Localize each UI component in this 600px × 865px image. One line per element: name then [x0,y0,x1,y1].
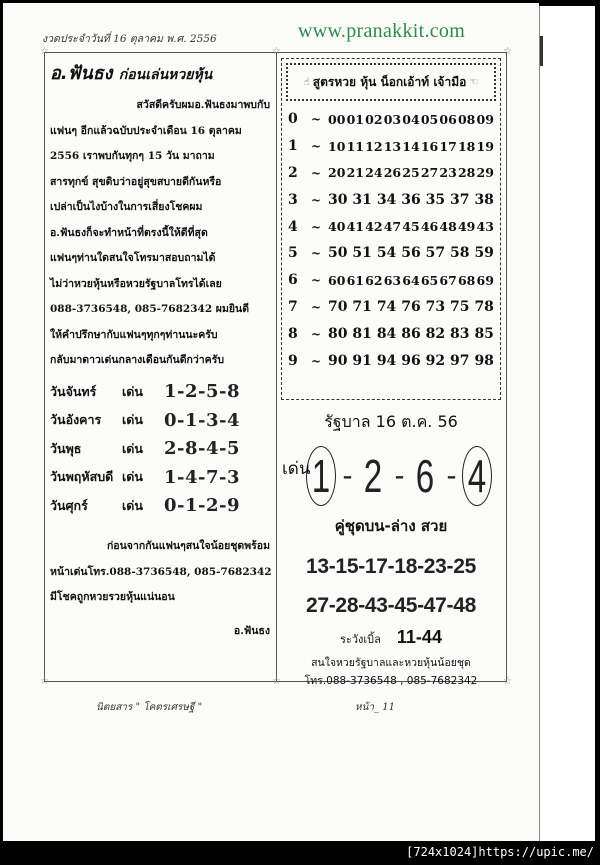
formula-key: 3 [288,191,298,208]
main-pick [282,440,502,512]
formula-value: 41 [346,219,364,235]
formula-value: 06 [439,111,457,127]
day-name: วันพฤหัสบดี [50,469,114,485]
formula-value: 75 [450,298,470,315]
formula-value: 08 [457,111,476,127]
formula-values [328,219,500,234]
circled-digit [306,446,336,506]
watermark: [724x1024]https://upic.me/ [406,845,594,859]
formula-value: 24 [365,165,383,181]
closing-line: ก่อนจากกันแฟนๆสนใจน้อยชุดพร้อม [106,540,270,552]
formula-row [282,106,500,133]
right-margin-strip [539,6,595,841]
closing-section [50,534,274,644]
formula-value: 91 [352,352,372,369]
formula-value: 37 [450,191,470,208]
closing-line: มีโชคถูกหวยรวยหุ้นแน่นอน [50,591,175,603]
formula-value: 83 [450,325,470,342]
pick-digit: 1 [312,450,331,502]
formula-value: 94 [376,352,397,369]
formula-value: 16 [420,138,439,154]
formula-value: 19 [476,138,494,154]
formula-value: 17 [439,138,457,154]
intro-line: เปล่าเป็นไงบ้างในการเสี่ยงโชคผม [50,201,203,213]
formula-row [282,294,500,321]
star-icon: ☆ [40,676,49,687]
formula-value: 78 [474,298,494,315]
formula-value: 34 [376,191,397,208]
website-link[interactable]: www.pranakkit.com [298,20,466,42]
intro-line: แฟนๆ อีกแล้วฉบับประจำเดือน 16 ตุลาคม [50,124,242,137]
dash: - [342,459,353,492]
author-name: อ.ฟันธง [50,63,113,84]
separator: ~ [310,246,322,261]
star-icon: ☆ [503,46,512,57]
formula-value: 73 [425,298,446,315]
formula-value: 86 [401,325,421,342]
pointing-hand-icon: ☜ [469,76,479,88]
formula-value: 80 [328,325,348,342]
play-label: เด่น [122,440,143,456]
formula-value: 42 [365,219,383,235]
day-numbers: 0-1-3-4 [164,409,241,431]
formula-values [328,353,500,369]
pick-digit: 2 [364,450,383,502]
daily-pick-row [50,435,274,464]
formula-value: 28 [457,165,476,181]
daily-pick-row [50,378,274,407]
formula-key: 0 [288,111,298,128]
day-name: วันอังคาร [50,412,102,428]
formula-title: สูตรหวย หุ้น น็อกเอ้าท์ เจ้ามือ [312,74,467,89]
formula-value: 84 [376,325,397,342]
formula-value: 60 [328,272,346,288]
day-numbers: 0-1-2-9 [164,495,241,517]
intro-line: สารทุกข์ สุขดิบว่าอยู่สุขสบายดีกันหรือ [50,175,222,188]
play-label: เด่น [122,469,143,485]
formula-value: 96 [401,352,421,369]
star-icon: ☆ [503,676,512,687]
formula-table [282,106,500,374]
formula-value: 48 [439,219,457,235]
formula-value: 40 [328,219,346,235]
formula-row [282,267,500,294]
column-title [50,58,274,87]
formula-value: 43 [476,219,494,235]
separator: ~ [310,192,322,207]
formula-value: 04 [402,111,420,127]
formula-value: 76 [401,298,421,315]
formula-value: 65 [420,272,439,288]
formula-row [282,160,500,187]
formula-value: 03 [383,111,402,127]
daily-pick-row [50,492,274,521]
formula-value: 02 [365,111,383,127]
separator: ~ [310,219,322,234]
magazine-name: นิตยสาร " โคตรเศรษฐี " [96,702,203,713]
formula-value: 74 [376,298,397,315]
dash: - [446,459,457,492]
formula-value: 26 [383,165,402,181]
day-name: วันศุกร์ [50,497,88,513]
formula-value: 69 [476,272,494,288]
formula-value: 30 [328,191,348,208]
formula-key: 9 [288,352,298,369]
formula-value: 25 [402,165,420,181]
page-number: หน้า_ 11 [355,702,395,713]
formula-value: 82 [425,325,446,342]
formula-value: 20 [328,165,346,181]
day-numbers: 2-8-4-5 [164,438,241,460]
formula-row [282,347,500,374]
formula-value: 56 [401,245,421,262]
formula-value: 61 [346,272,364,288]
formula-value: 14 [402,138,420,154]
formula-value: 11 [346,138,364,154]
interest-text: สนใจหวยรัฐบาลและหวยหุ้นน้อยชุด [311,657,471,669]
formula-value: 45 [402,219,420,235]
star-icon: ☆ [40,46,49,57]
signature: อ.ฟันธง [233,624,270,637]
pointing-hand-icon: ☝ [303,76,310,88]
formula-values [328,273,500,288]
formula-key: 4 [288,218,298,235]
formula-box [281,58,501,400]
beware-numbers: 11-44 [396,627,442,647]
formula-value: 00 [328,111,346,127]
formula-value: 68 [457,272,476,288]
formula-title-box [286,63,496,101]
formula-values [328,326,500,342]
formula-value: 62 [365,272,383,288]
separator: ~ [310,273,322,288]
intro-line: กลับมาดาวเด่นกลางเดือนกันดีกว่าครับ [50,354,225,366]
formula-value: 27 [420,165,439,181]
formula-value: 23 [439,165,457,181]
formula-row [282,133,500,160]
separator: ~ [310,165,322,180]
formula-value: 70 [328,298,348,315]
formula-value: 46 [420,219,439,235]
formula-value: 18 [457,138,476,154]
formula-row [282,186,500,213]
play-label: เด่น [282,458,311,479]
formula-value: 31 [352,191,372,208]
formula-value: 10 [328,138,346,154]
separator: ~ [310,139,322,154]
intro-line: 088-3736548, 085-7682342 ผมยินดี [50,303,250,315]
intro-line: ให้คำปรึกษากับแฟนๆทุกๆท่านนะครับ [50,328,218,341]
formula-value: 21 [346,165,364,181]
formula-key: 7 [288,298,298,315]
day-name: วันพุธ [50,440,82,456]
formula-key: 2 [288,164,298,181]
formula-value: 12 [365,138,383,154]
formula-value: 49 [457,219,476,235]
formula-value: 35 [425,191,446,208]
formula-value: 90 [328,352,348,369]
formula-value: 98 [474,352,494,369]
left-column [50,56,274,644]
pairs-title: คู่ชุดบน-ล่าง สวย [334,517,448,535]
formula-value: 13 [383,138,402,154]
column-divider [276,52,277,682]
play-label: เด่น [122,412,143,428]
formula-values [328,192,500,208]
formula-value: 47 [383,219,402,235]
star-icon: ☆ [272,676,281,687]
formula-row [282,213,500,240]
formula-values [328,299,500,315]
separator: ~ [310,353,322,368]
formula-value: 01 [346,111,364,127]
formula-value: 81 [352,325,372,342]
formula-value: 85 [474,325,494,342]
beware-label: ระวังเบิ้ล [340,633,381,646]
scan-mark [540,36,543,66]
daily-pick-row [50,406,274,435]
separator: ~ [310,326,322,341]
closing-line: หน้าเด่นโทร.088-3736548, 085-7682342 [50,565,272,578]
formula-value: 09 [476,111,494,127]
pairs-line-2: 27-28-43-45-47-48 [305,594,477,617]
intro-line: ไม่ว่าหวยหุ้นหรือหวยรัฐบาลโทรได้เลย [50,277,222,290]
daily-picks [50,378,274,521]
formula-value: 64 [402,272,420,288]
formula-value: 71 [352,298,372,315]
formula-value: 58 [450,245,470,262]
separator: ~ [310,299,322,314]
pick-digit: 6 [416,450,435,502]
intro-line: 2556 เราพบกันทุกๆ 15 วัน มาถาม [50,150,215,162]
formula-value: 57 [425,245,446,262]
day-name: วันจันทร์ [50,383,97,399]
day-numbers: 1-4-7-3 [164,466,241,488]
intro-line: สวัสดีครับผมอ.ฟันธงมาพบกับ [136,99,270,111]
formula-values [328,112,500,127]
separator: ~ [310,112,322,127]
circled-digit [462,446,492,506]
day-numbers: 1-2-5-8 [164,381,241,403]
formula-value: 05 [420,111,439,127]
intro-line: อ.ฟันธงก็จะทำหน้าที่ตรงนี้ให้ดีที่สุด [50,226,208,239]
formula-value: 36 [401,191,421,208]
formula-value: 38 [474,191,494,208]
formula-values [328,165,500,180]
formula-value: 50 [328,245,348,262]
daily-pick-row [50,463,274,492]
government-lottery-title: รัฐบาล 16 ต.ค. 56 [324,412,458,431]
star-icon: ☆ [272,46,281,57]
formula-value: 63 [383,272,402,288]
pick-digit: 4 [468,450,487,502]
formula-key: 8 [288,325,298,342]
formula-key: 1 [288,138,298,155]
formula-value: 51 [352,245,372,262]
formula-key: 5 [288,245,298,262]
formula-key: 6 [288,272,298,289]
formula-value: 67 [439,272,457,288]
formula-value: 54 [376,245,397,262]
pairs-line-1: 13-15-17-18-23-25 [305,555,477,578]
formula-values [328,139,500,154]
formula-value: 97 [450,352,470,369]
play-label: เด่น [122,383,143,399]
intro-line: แฟนๆท่านใดสนใจโทรมาสอบถามได้ [50,252,216,264]
formula-row [282,240,500,267]
formula-value: 92 [425,352,446,369]
formula-value: 29 [476,165,494,181]
dash: - [394,459,405,492]
contact-phone: โทร.088-3736548 , 085-7682342 [304,675,478,687]
formula-row [282,320,500,347]
beware-double [281,627,501,648]
issue-date: งวดประจำวันที่ 16 ตุลาคม พ.ศ. 2556 [42,33,217,45]
formula-values [328,245,500,261]
title-subtitle: ก่อนเล่นหวยหุ้น [118,67,213,83]
play-label: เด่น [122,497,143,513]
formula-value: 59 [474,245,494,262]
